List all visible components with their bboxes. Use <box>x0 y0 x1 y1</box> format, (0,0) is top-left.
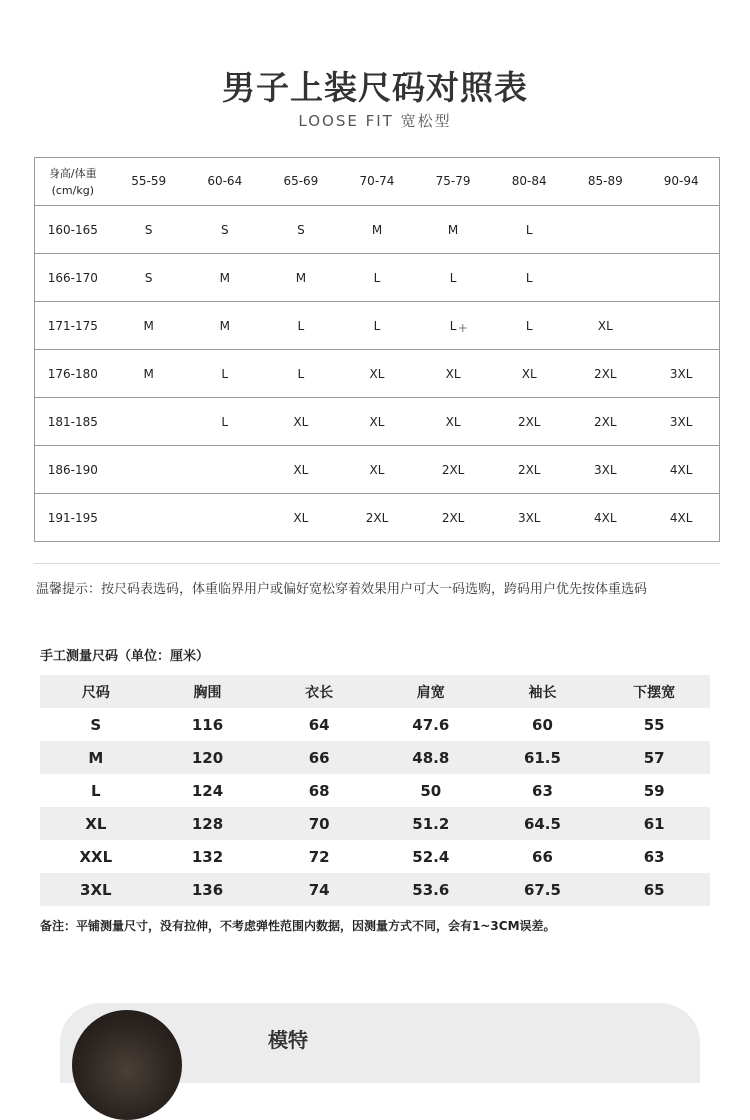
size-cell: M <box>111 302 187 350</box>
measurement-row <box>40 840 710 873</box>
size-cell: S <box>111 206 187 254</box>
measurement-cell: 59 <box>643 781 665 800</box>
measurement-cell: 66 <box>532 847 553 866</box>
measurement-cell: 52.4 <box>412 847 450 866</box>
size-cell: L <box>415 254 491 302</box>
size-cell: L <box>491 254 567 302</box>
measurement-cell: 60 <box>532 715 553 734</box>
size-cell: M <box>339 206 415 254</box>
measurement-header: 下摆宽 <box>633 684 676 701</box>
size-cell <box>567 206 643 254</box>
measurement-row <box>40 807 710 840</box>
page-subtitle: LOOSE FIT 宽松型 <box>298 112 452 130</box>
weight-column-header: 85-89 <box>567 158 643 206</box>
size-cell: 4XL <box>643 446 719 494</box>
measurement-cell: 3XL <box>80 880 112 899</box>
weight-column-header: 90-94 <box>643 158 719 206</box>
size-chart-table <box>34 157 720 542</box>
size-cell: XL <box>263 398 339 446</box>
size-cell: XL <box>339 398 415 446</box>
size-cell: L <box>263 302 339 350</box>
size-cell: XL <box>567 302 643 350</box>
size-cell: M <box>187 254 263 302</box>
weight-column-header: 55-59 <box>111 158 187 206</box>
size-cell: XL <box>415 350 491 398</box>
measurement-title: 手工测量尺码（单位：厘米） <box>40 649 210 664</box>
size-cell: L <box>491 302 567 350</box>
measurement-row <box>40 873 710 906</box>
size-cell: 4XL <box>643 494 719 542</box>
size-cell: XL <box>263 494 339 542</box>
size-cell: M <box>187 302 263 350</box>
size-cell: 2XL <box>491 398 567 446</box>
size-cell: 2XL <box>567 350 643 398</box>
measurement-cell: 74 <box>308 880 330 899</box>
measurement-cell: 136 <box>191 880 224 899</box>
measurement-cell: 48.8 <box>412 748 450 767</box>
size-cell <box>187 494 263 542</box>
size-chart-row <box>35 494 720 542</box>
size-cell <box>643 254 719 302</box>
measurement-cell: 66 <box>308 748 330 767</box>
measurement-header: 袖长 <box>528 684 557 701</box>
size-cell: XL <box>415 398 491 446</box>
size-tip: 温馨提示：按尺码表选码，体重临界用户或偏好宽松穿着效果用户可大一码选购，跨码用户优先按体重选码 <box>36 582 648 597</box>
size-cell: L <box>263 350 339 398</box>
measurement-cell: 65 <box>643 880 665 899</box>
size-cell <box>111 446 187 494</box>
measurement-header: 肩宽 <box>416 684 445 701</box>
measurement-cell: 63 <box>532 781 553 800</box>
size-cell: 3XL <box>491 494 567 542</box>
page-title: 男子上装尺码对照表 <box>222 68 528 107</box>
size-cell: 4XL <box>567 494 643 542</box>
size-cell: M <box>415 206 491 254</box>
size-cell: M <box>263 254 339 302</box>
size-cell: 3XL <box>643 398 719 446</box>
size-cell: L <box>339 302 415 350</box>
size-cell <box>415 302 491 350</box>
weight-column-header: 60-64 <box>187 158 263 206</box>
height-range-cell: 176-180 <box>35 350 111 398</box>
height-range-cell: 171-175 <box>35 302 111 350</box>
measurement-row <box>40 774 710 807</box>
measurement-cell: 63 <box>643 847 665 866</box>
size-cell: 3XL <box>643 350 719 398</box>
height-range-cell: 160-165 <box>35 206 111 254</box>
weight-column-header: 65-69 <box>263 158 339 206</box>
measurement-header: 衣长 <box>305 684 334 701</box>
size-chart-corner <box>35 158 111 206</box>
measurement-cell: 124 <box>191 781 224 800</box>
size-cell: M <box>111 350 187 398</box>
size-chart-row <box>35 398 720 446</box>
measurement-cell: S <box>90 715 102 734</box>
measurement-cell: 64.5 <box>523 814 561 833</box>
measurement-cell: 72 <box>308 847 330 866</box>
measurement-header: 胸围 <box>193 684 222 701</box>
measurement-row <box>40 708 710 741</box>
model-avatar <box>72 1010 182 1120</box>
measurement-cell: 120 <box>191 748 224 767</box>
size-cell <box>187 446 263 494</box>
size-cell: XL <box>491 350 567 398</box>
size-cell: 2XL <box>491 446 567 494</box>
weight-column-header: 80-84 <box>491 158 567 206</box>
size-chart-row <box>35 206 720 254</box>
measurement-cell: XXL <box>79 847 113 866</box>
size-chart-header-row <box>35 158 720 206</box>
section-divider <box>34 563 720 564</box>
measurement-cell: 116 <box>191 715 224 734</box>
size-cell <box>567 254 643 302</box>
measurement-cell: 67.5 <box>523 880 561 899</box>
size-cell: S <box>111 254 187 302</box>
size-cell: L <box>491 206 567 254</box>
height-range-cell: 166-170 <box>35 254 111 302</box>
corner-label-height-weight: 身高/体重 <box>48 166 97 180</box>
size-cell <box>111 398 187 446</box>
measurement-cell: 61.5 <box>523 748 561 767</box>
height-range-cell: 186-190 <box>35 446 111 494</box>
measurement-row <box>40 741 710 774</box>
measurement-cell: 68 <box>308 781 330 800</box>
height-range-cell: 191-195 <box>35 494 111 542</box>
size-cell: 2XL <box>415 494 491 542</box>
measurement-cell: 53.6 <box>412 880 450 899</box>
measurement-note: 备注：平铺测量尺寸，没有拉伸，不考虑弹性范围内数据，因测量方式不同，会有1~3CM误差。 <box>40 919 556 933</box>
size-cell: XL <box>339 350 415 398</box>
size-cell: L <box>339 254 415 302</box>
weight-column-header: 75-79 <box>415 158 491 206</box>
size-cell: 2XL <box>567 398 643 446</box>
measurement-table <box>40 675 710 906</box>
size-cell: 3XL <box>567 446 643 494</box>
model-label: 模特 <box>268 1028 308 1052</box>
size-chart-row <box>35 350 720 398</box>
measurement-cell: 50 <box>420 781 442 800</box>
size-cell: L <box>187 350 263 398</box>
corner-label-units: (cm/kg) <box>51 183 94 197</box>
measurement-cell: 64 <box>308 715 330 734</box>
size-cell <box>643 206 719 254</box>
measurement-cell: M <box>88 748 104 767</box>
measurement-cell: 61 <box>643 814 665 833</box>
measurement-cell: L <box>91 781 101 800</box>
measurement-cell: 70 <box>308 814 330 833</box>
height-range-cell: 181-185 <box>35 398 111 446</box>
size-chart-row <box>35 302 720 350</box>
measurement-header-row <box>40 675 710 708</box>
size-cell: XL <box>263 446 339 494</box>
size-cell: S <box>263 206 339 254</box>
size-chart-row <box>35 446 720 494</box>
measurement-cell: 47.6 <box>412 715 450 734</box>
measurement-cell: 128 <box>191 814 224 833</box>
measurement-cell: 51.2 <box>412 814 450 833</box>
size-cell: XL <box>339 446 415 494</box>
size-cell-value: L + <box>450 319 457 333</box>
size-cell: 2XL <box>415 446 491 494</box>
size-cell <box>643 302 719 350</box>
measurement-cell: 57 <box>643 748 665 767</box>
size-cell: S <box>187 206 263 254</box>
size-cell: 2XL <box>339 494 415 542</box>
size-cell: L <box>187 398 263 446</box>
measurement-header: 尺码 <box>81 684 110 701</box>
weight-column-header: 70-74 <box>339 158 415 206</box>
measurement-cell: 55 <box>643 715 665 734</box>
size-chart-row <box>35 254 720 302</box>
measurement-cell: XL <box>85 814 107 833</box>
size-cell <box>111 494 187 542</box>
measurement-cell: 132 <box>191 847 224 866</box>
